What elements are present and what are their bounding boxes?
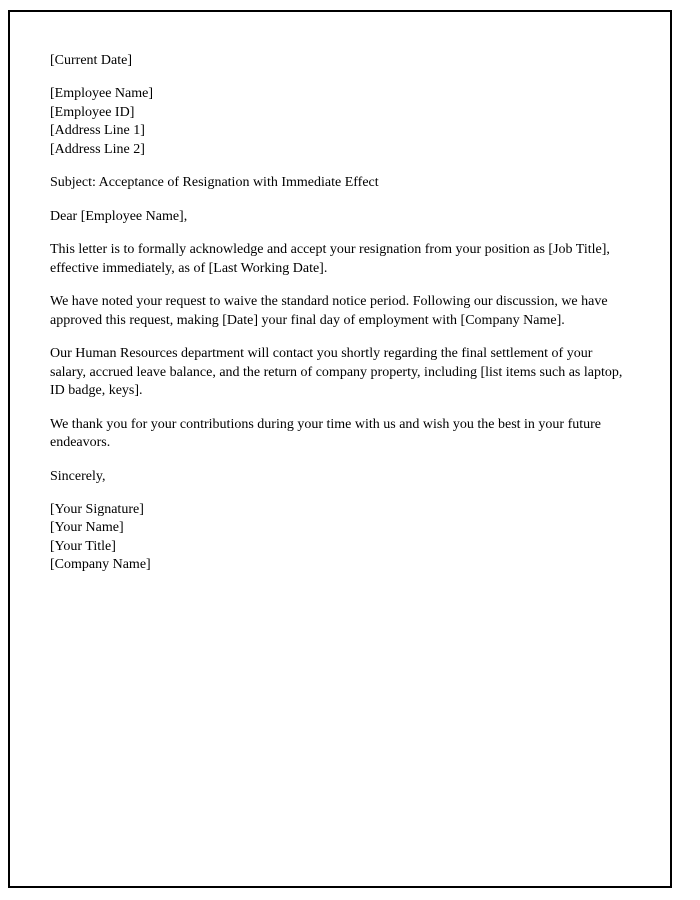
sender-title: [Your Title] [50, 538, 116, 554]
closing: Sincerely, [50, 468, 106, 484]
paragraph-thanks: We thank you for your contributions during your time with us and wish you the best in your future endeavors. [50, 416, 602, 451]
date-line: [Current Date] [50, 53, 133, 68]
paragraph-hr-settlement: Our Human Resources department will contact you shortly regarding the final settlement of your salary, accrued leave balance, and the return of company property, including [list items such as laptop, ID badge, keys]. [50, 346, 623, 399]
paragraph-acknowledgement: This letter is to formally acknowledge and accept your resignation from your position as [Job Title], effective immediately, as of [Last Working Date]. [50, 242, 610, 276]
letter-page [8, 10, 672, 888]
recipient-block [50, 85, 630, 159]
recipient-id: [Employee ID] [50, 104, 135, 120]
recipient-name: [Employee Name] [50, 86, 154, 102]
paragraph-notice-waiver: We have noted your request to waive the standard notice period. Following our discussion, we have approved this request, making [Date] your final day of employment with [Company Name]. [50, 294, 608, 328]
recipient-address-line-1: [Address Line 1] [50, 123, 145, 139]
recipient-address-line-2: [Address Line 2] [50, 141, 145, 157]
letter-body [50, 52, 630, 575]
signature-block [50, 501, 630, 575]
sender-name: [Your Name] [50, 520, 124, 536]
signature-placeholder: [Your Signature] [50, 501, 144, 517]
sender-company: [Company Name] [50, 557, 151, 573]
subject-line: Subject: Acceptance of Resignation with Immediate Effect [50, 175, 379, 191]
salutation: Dear [Employee Name], [50, 208, 188, 224]
